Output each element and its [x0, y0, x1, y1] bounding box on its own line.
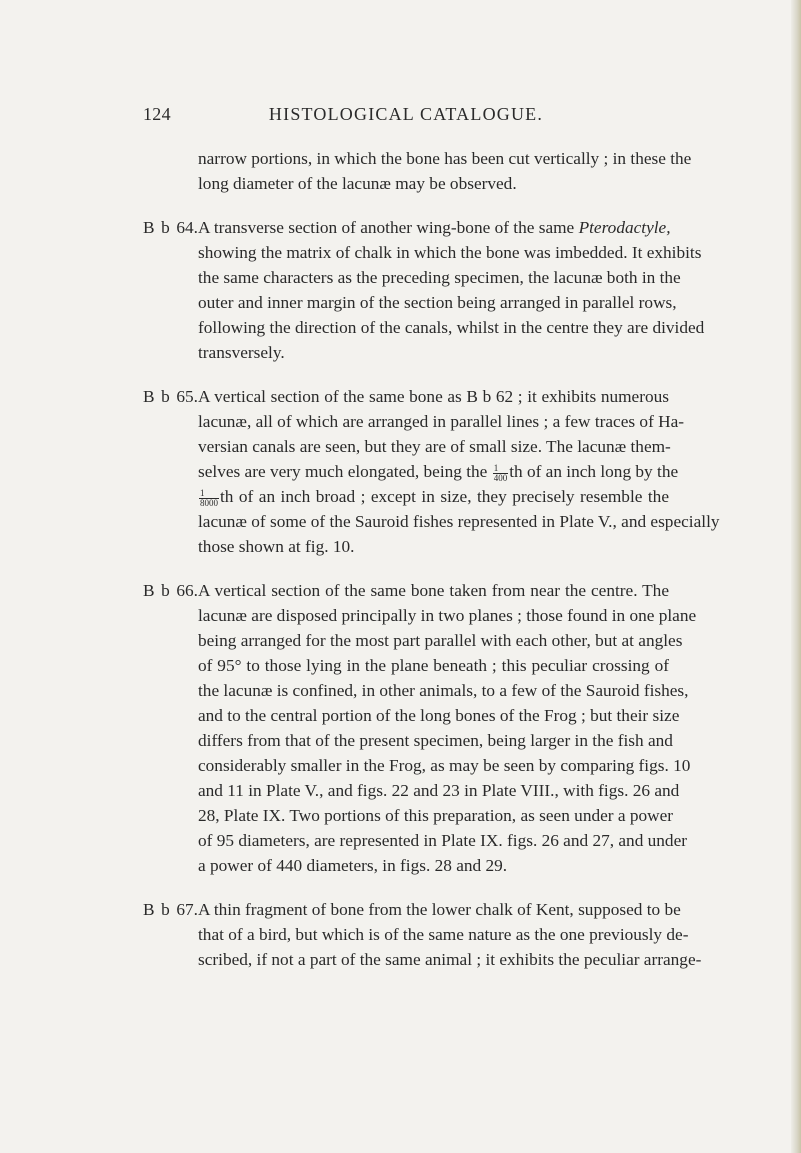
text-line: that of a bird, but which is of the same nature as the one previously de- — [198, 925, 689, 944]
text-line: versian canals are seen, but they are of small size. The lacunæ them- — [198, 437, 671, 456]
paragraph-continuation — [143, 146, 692, 196]
catalogue-entry-64 — [143, 215, 705, 365]
text-line: and to the central portion of the long bones of the Frog ; but their size — [198, 706, 680, 725]
text-line — [143, 897, 681, 922]
entry-text: A vertical section of the same bone taken from near the centre. The — [198, 581, 669, 600]
text-line: differs from that of the present specimen, being larger in the fish and — [198, 731, 673, 750]
page-body — [143, 146, 720, 991]
text-line: considerably smaller in the Frog, as may be seen by comparing figs. 10 — [198, 756, 691, 775]
page-edge — [791, 0, 801, 1153]
text-line — [143, 484, 669, 509]
text-line: showing the matrix of chalk in which the bone was imbedded. It exhibits — [198, 243, 702, 262]
catalogue-entry-66 — [143, 578, 697, 878]
text-line: the lacunæ is confined, in other animals, to a few of the Sauroid fishes, — [198, 681, 689, 700]
catalogue-entry-65 — [143, 384, 720, 559]
fraction-numerator: 1 — [493, 464, 509, 474]
text-line: those shown at fig. 10. — [198, 537, 355, 556]
text-line: and 11 in Plate V., and figs. 22 and 23 in Plate VIII., with figs. 26 and — [198, 781, 680, 800]
entry-ref: B b 66. — [143, 581, 198, 600]
fraction — [199, 489, 219, 508]
text-line: lacunæ, all of which are arranged in parallel lines ; a few traces of Ha- — [198, 412, 685, 431]
fraction-denominator: 8000 — [200, 497, 218, 508]
entry-ref: B b 64. — [143, 218, 198, 237]
text-line: of 95° to those lying in the plane beneath ; this peculiar crossing of — [198, 656, 669, 675]
running-head: HISTOLOGICAL CATALOGUE. — [268, 104, 544, 124]
text-line: scribed, if not a part of the same animal ; it exhibits the peculiar arrange- — [198, 950, 702, 969]
text-line — [143, 384, 669, 409]
entry-text: A thin fragment of bone from the lower chalk of Kent, supposed to be — [198, 900, 681, 919]
text-line: lacunæ are disposed principally in two planes ; those found in one plane — [198, 606, 697, 625]
text-line: transversely. — [198, 343, 285, 362]
text-line — [143, 578, 669, 603]
page-header — [143, 104, 669, 130]
fraction-numerator: 1 — [199, 489, 219, 499]
text-line: of 95 diameters, are represented in Plate IX. figs. 26 and 27, and under — [198, 831, 687, 850]
text-line: narrow portions, in which the bone has been cut vertically ; in these the — [198, 149, 692, 168]
text-line: the same characters as the preceding specimen, the lacunæ both in the — [198, 268, 681, 287]
text-line — [143, 215, 669, 240]
entry-text: th of an inch long by the — [509, 462, 679, 481]
species-name: Pterodactyle, — [578, 218, 671, 237]
text-line: following the direction of the canals, whilst in the centre they are divided — [198, 318, 705, 337]
text-line: lacunæ of some of the Sauroid fishes represented in Plate V., and especially — [198, 512, 720, 531]
catalogue-entry-67 — [143, 897, 702, 972]
text-line: 28, Plate IX. Two portions of this preparation, as seen under a power — [198, 806, 674, 825]
text-line — [143, 459, 679, 484]
entry-ref: B b 65. — [143, 387, 198, 406]
entry-ref: B b 67. — [143, 900, 198, 919]
fraction — [493, 464, 509, 483]
text-line: a power of 440 diameters, in figs. 28 and 29. — [198, 856, 508, 875]
text-line: long diameter of the lacunæ may be observed. — [198, 174, 517, 193]
entry-text: th of an inch broad ; except in size, they precisely resemble the — [220, 487, 669, 506]
entry-text: A vertical section of the same bone as B b 62 ; it exhibits numerous — [198, 387, 669, 406]
fraction-denominator: 400 — [493, 472, 508, 483]
entry-text: selves are very much elongated, being the — [198, 462, 488, 481]
entry-text: A transverse section of another wing-bone of the same — [198, 218, 575, 237]
text-line: outer and inner margin of the section being arranged in parallel rows, — [198, 293, 677, 312]
page-number: 124 — [143, 104, 171, 124]
text-line: being arranged for the most part parallel with each other, but at angles — [198, 631, 683, 650]
